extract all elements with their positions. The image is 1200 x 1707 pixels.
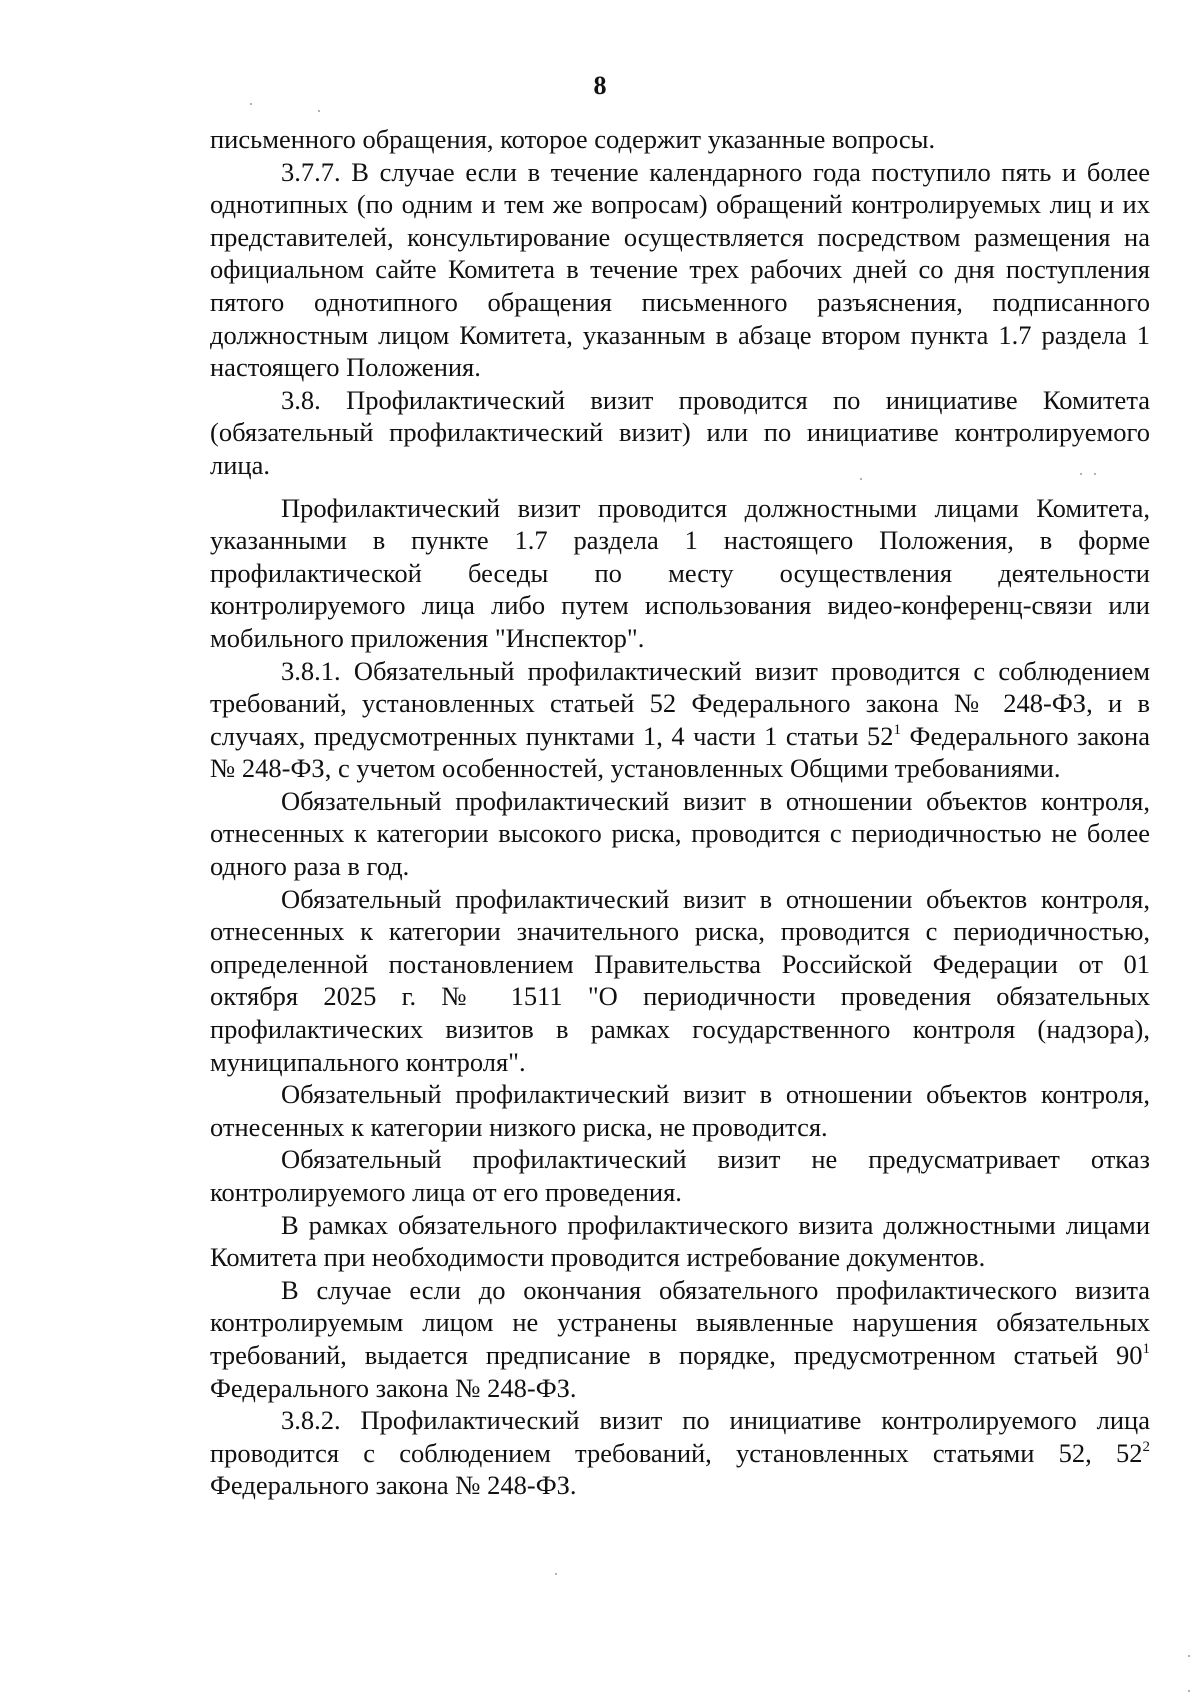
superscript-mark: 1 xyxy=(893,721,902,738)
scan-speck xyxy=(250,103,252,105)
document-body xyxy=(210,123,1150,1502)
paragraph-3-8-1-text-start: 3.8.1. Обязательный профилактический визит проводится с соблюдением требований, установленных статьей 52 Федерального закона № 248-ФЗ, и в случаях, предусмотренных пунктами 1, 4 части 1 статьи 52 xyxy=(210,655,1150,751)
paragraph-documents-request: В рамках обязательного профилактического визита должностными лицами Комитета при необходимости проводится истребование документов. xyxy=(210,1209,1150,1273)
superscript-mark: 2 xyxy=(1142,1438,1150,1455)
scan-speck xyxy=(1094,473,1096,475)
scan-speck xyxy=(860,478,862,480)
paragraph-significant-risk: Обязательный профилактический визит в отношении объектов контроля, отнесенных к категории значительного риска, проводится с периодичностью, определенной постановлением Правительства Российской Федерации от 01 октября 2025 г. № 1511 "О периодичности проведения обязательных профилактических визитов в рамках государственного контроля (надзора), муниципального контроля". xyxy=(210,883,1150,1077)
paragraph-3-8-2-text-end: Федерального закона № 248-ФЗ. xyxy=(210,1470,577,1501)
paragraph-high-risk: Обязательный профилактический визит в отношении объектов контроля, отнесенных к категории высокого риска, проводится с периодичностью не более одного раза в год. xyxy=(210,785,1150,882)
paragraph-continuation: письменного обращения, которое содержит указанные вопросы. xyxy=(210,124,936,154)
paragraph-prescription-text-start: В случае если до окончания обязательного профилактического визита контролируемым лицом не устранены выявленные нарушения обязательных требований, выдается предписание в порядке, предусмотренном статьей 90 xyxy=(210,1274,1150,1370)
paragraph-3-8-1 xyxy=(210,655,1150,785)
paragraph-3-8-2 xyxy=(210,1404,1150,1502)
page-number: 8 xyxy=(593,71,607,100)
paragraph-no-refusal: Обязательный профилактический визит не предусматривает отказ контролируемого лица от его проведения. xyxy=(210,1144,1150,1207)
paragraph-visit-officials: Профилактический визит проводится должностными лицами Комитета, указанными в пункте 1.7 раздела 1 настоящего Положения, в форме профилактической беседы по месту осуществления деятельности контролируемого лица либо путем использования видео-конференц-связи или мобильного приложения "Инспектор". xyxy=(210,492,1150,653)
paragraph-prescription xyxy=(210,1274,1150,1404)
superscript-mark: 1 xyxy=(1142,1340,1150,1357)
paragraph-3-8: 3.8. Профилактический визит проводится по инициативе Комитета (обязательный профилактический визит) или по инициативе контролируемого лица. xyxy=(210,384,1150,480)
scan-speck xyxy=(1188,1690,1190,1692)
paragraph-prescription-text-end: Федерального закона № 248-ФЗ. xyxy=(210,1372,577,1403)
paragraph-3-7-7: 3.7.7. В случае если в течение календарного года поступило пять и более однотипных (по одним и тем же вопросам) обращений контролируемых лиц и их представителей, консультирование осуществляется посредством размещения на официальном сайте Комитета в течение трех рабочих дней со дня поступления пятого однотипного обращения письменного разъяснения, подписанного должностным лицом Комитета, указанным в абзаце втором пункта 1.7 раздела 1 настоящего Положения. xyxy=(210,156,1150,383)
scan-speck xyxy=(1080,473,1082,475)
paragraph-3-8-2-text-start: 3.8.2. Профилактический визит по инициативе контролируемого лица проводится с соблюдением требований, установленных статьями 52, 52 xyxy=(210,1405,1150,1468)
paragraph-low-risk: Обязательный профилактический визит в отношении объектов контроля, отнесенных к категории низкого риска, не проводится. xyxy=(210,1079,1150,1142)
scan-speck xyxy=(318,110,320,112)
paragraph-3-8-1-text-end: Федерального закона № 248-ФЗ, с учетом особенностей, установленных Общими требованиями. xyxy=(210,720,1150,784)
scan-speck xyxy=(1188,1655,1190,1657)
scan-speck xyxy=(555,1573,557,1575)
